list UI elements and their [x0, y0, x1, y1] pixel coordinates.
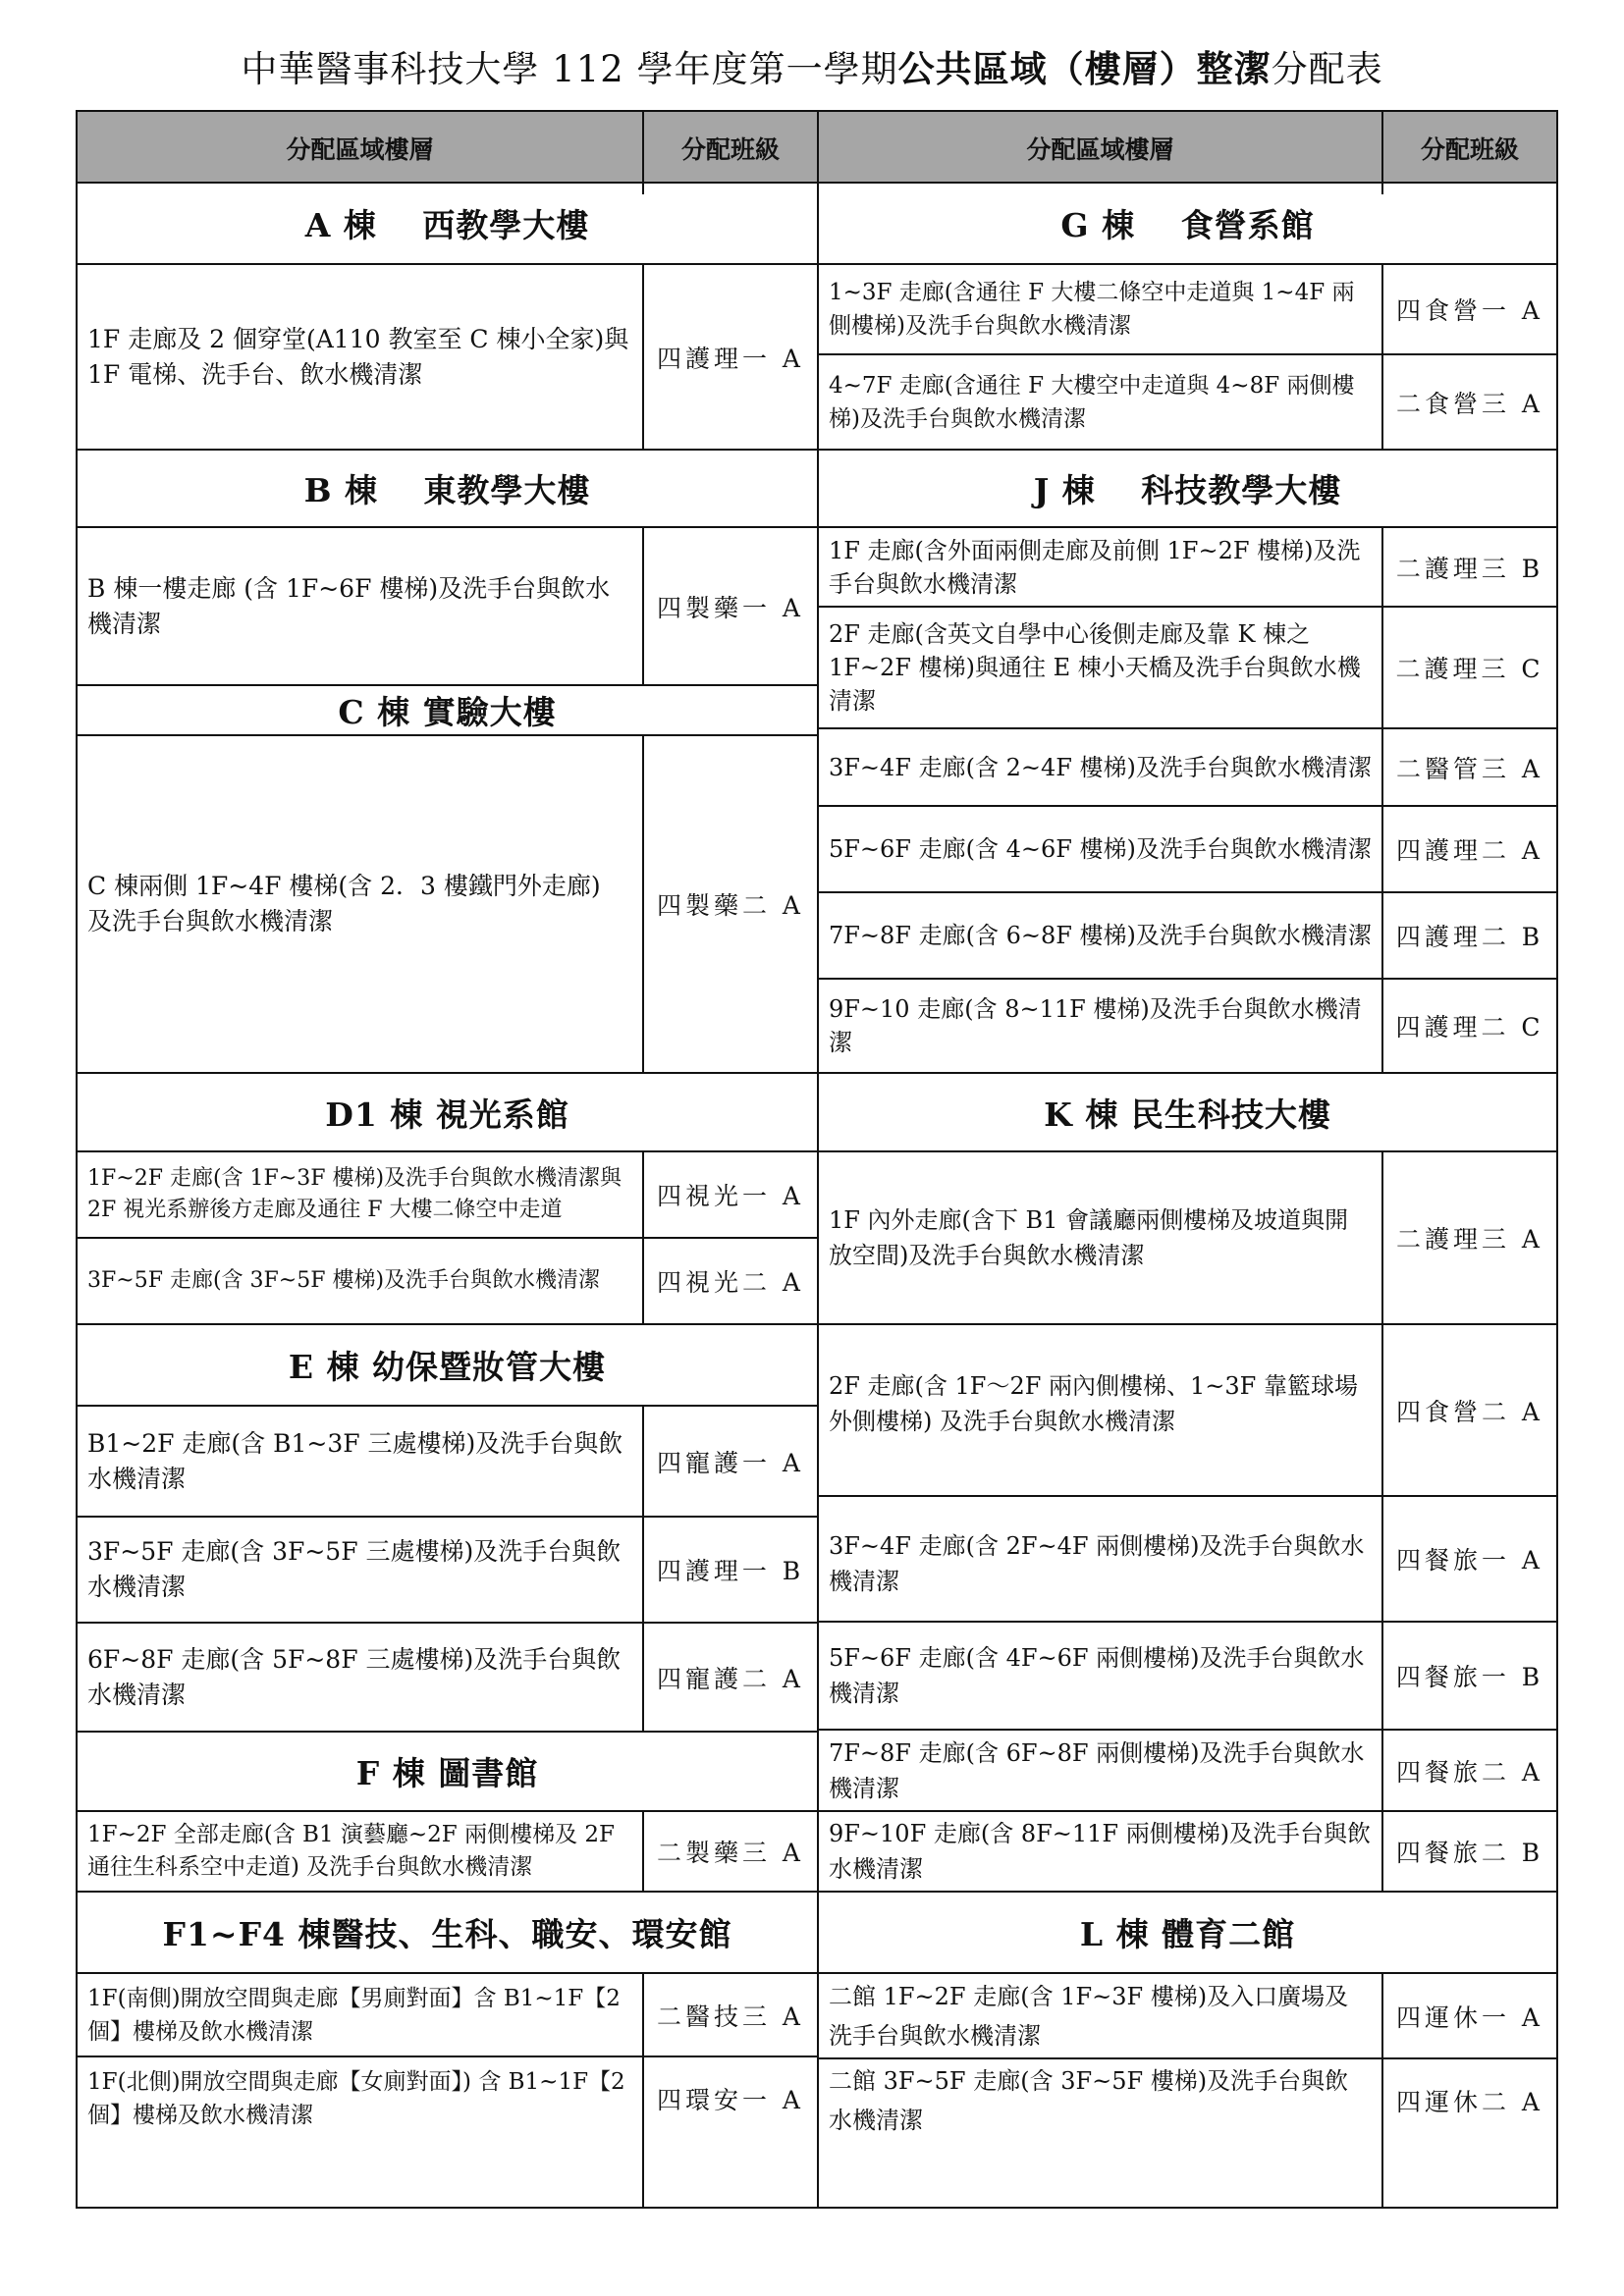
area-cell: 5F~6F 走廊(含 4~6F 樓梯)及洗手台與飲水機清潔	[829, 835, 1372, 863]
area-cell: 3F~5F 走廊(含 3F~5F 樓梯)及洗手台與飲水機清潔	[87, 1268, 601, 1293]
area-cell: 3F~5F 走廊(含 3F~5F 三處樓梯)及洗手台與飲水機清潔	[87, 1537, 622, 1601]
grid-line	[642, 1152, 644, 1323]
class-cell: 四運休二 A	[1395, 2088, 1543, 2116]
area-cell: 1F~2F 全部走廊(含 B1 演藝廳~2F 兩側樓梯及 2F 通往生科系空中走道) 及洗手台與飲水機清潔	[87, 1822, 615, 1880]
class-cell: 四餐旅一 A	[1395, 1546, 1543, 1575]
grid-line	[1381, 112, 1383, 194]
class-cell: 四餐旅一 B	[1395, 1663, 1544, 1691]
area-cell: 二館 1F~2F 走廊(含 1F~3F 樓梯)及入口廣場及洗手台與飲水機清潔	[829, 1982, 1349, 2050]
section-title-c: C 棟 實驗大樓	[338, 693, 557, 731]
header-right-class: 分配班級	[1420, 134, 1519, 164]
grid-line	[1381, 1152, 1383, 1891]
class-cell: 四寵護一 A	[656, 1448, 804, 1477]
class-cell: 四製藥一 A	[656, 593, 804, 622]
area-cell: 1F 走廊(含外面兩側走廊及前側 1F~2F 樓梯)及洗手台與飲水機清潔	[829, 536, 1361, 598]
class-cell: 四護理一 A	[656, 344, 804, 373]
class-cell: 二食營三 A	[1395, 389, 1543, 418]
page-title	[0, 37, 1624, 101]
grid-line	[1381, 1974, 1383, 2207]
title-part-bold: 公共區域（樓層）整潔	[897, 47, 1272, 90]
grid-line	[1381, 528, 1383, 1072]
section-title-a: A 棟 西教學大樓	[304, 206, 590, 244]
area-cell: 1F(南側)開放空間與走廊【男廁對面】含 B1~1F【2 個】樓梯及飲水機清潔	[87, 1985, 621, 2045]
grid-line	[642, 112, 644, 194]
area-cell: 二館 3F~5F 走廊(含 3F~5F 樓梯)及洗手台與飲水機清潔	[829, 2067, 1349, 2134]
section-title-j: J 棟 科技教學大樓	[1033, 471, 1342, 509]
area-cell: 1F 內外走廊(含下 B1 會議廳兩側樓梯及坡道與開放空間)及洗手台與飲水機清潔	[829, 1206, 1349, 1269]
class-cell: 四食營一 A	[1395, 296, 1543, 325]
area-cell: 9F~10F 走廊(含 8F~11F 兩側樓梯)及洗手台與飲水機清潔	[829, 1820, 1372, 1883]
class-cell: 四餐旅二 A	[1395, 1757, 1543, 1787]
area-cell: 7F~8F 走廊(含 6F~8F 兩側樓梯)及洗手台與飲水機清潔	[829, 1738, 1365, 1802]
section-title-b: B 棟 東教學大樓	[303, 471, 591, 509]
class-cell: 二製藥三 A	[656, 1839, 804, 1867]
title-part-2: 分配表	[1271, 48, 1383, 90]
area-cell: 6F~8F 走廊(含 5F~8F 三處樓梯)及洗手台與飲水機清潔	[87, 1644, 622, 1709]
grid-line	[642, 1974, 644, 2207]
class-cell: 四餐旅二 B	[1395, 1839, 1544, 1867]
area-cell: 4~7F 走廊(含通往 F 大樓空中走道與 4~8F 兩側樓梯)及洗手台與飲水機清潔	[829, 372, 1355, 432]
class-cell: 四環安一 A	[656, 2086, 804, 2114]
class-cell: 四運休一 A	[1395, 2002, 1543, 2032]
class-cell: 二護理三 A	[1395, 1225, 1543, 1254]
class-cell: 四寵護二 A	[656, 1664, 804, 1693]
class-cell: 四護理二 A	[1395, 836, 1543, 865]
title-part-1: 中華醫事科技大學 112 學年度第一學期	[241, 48, 898, 90]
class-cell: 二醫管三 A	[1395, 754, 1543, 783]
class-cell: 四食營二 A	[1395, 1397, 1543, 1426]
class-cell: 二護理三 B	[1395, 554, 1544, 583]
section-title-e: E 棟 幼保暨妝管大樓	[288, 1348, 607, 1386]
section-title-l: L 棟 體育二館	[1079, 1915, 1296, 1953]
area-cell: C 棟兩側 1F~4F 樓梯(含 2．3 樓鐵門外走廊) 及洗手台與飲水機清潔	[87, 872, 601, 935]
header-right-area: 分配區域樓層	[1026, 134, 1174, 164]
area-cell: B 棟一樓走廊 (含 1F~6F 樓梯)及洗手台與飲水機清潔	[87, 573, 611, 638]
section-title-g: G 棟 食營系館	[1060, 206, 1315, 244]
class-cell: 四護理一 B	[656, 1557, 805, 1585]
class-cell: 四視光一 A	[656, 1182, 804, 1210]
section-title-d1: D1 棟 視光系館	[325, 1095, 569, 1134]
area-cell: 1~3F 走廊(含通往 F 大樓二條空中走道與 1~4F 兩側樓梯)及洗手台與飲水機清潔	[829, 280, 1355, 339]
header-left-class: 分配班級	[680, 134, 780, 164]
class-cell: 四護理二 C	[1395, 1013, 1544, 1041]
section-title-f1f4: F1~F4 棟醫技、生科、職安、環安館	[162, 1915, 732, 1953]
section-title-k: K 棟 民生科技大樓	[1044, 1095, 1331, 1134]
area-cell: B1~2F 走廊(含 B1~3F 三處樓梯)及洗手台與飲水機清潔	[87, 1428, 623, 1493]
area-cell: 1F(北側)開放空間與走廊【女廁對面】) 含 B1~1F【2 個】樓梯及飲水機清潔	[87, 2069, 625, 2128]
area-cell: 9F~10 走廊(含 8~11F 樓梯)及洗手台與飲水機清潔	[829, 995, 1362, 1056]
area-cell: 1F~2F 走廊(含 1F~3F 樓梯)及洗手台與飲水機清潔與 2F 視光系辦後方走廊及通往 F 大樓二條空中走道	[87, 1166, 623, 1222]
class-cell: 二醫技三 A	[656, 2002, 804, 2031]
allocation-table	[76, 110, 1558, 2209]
grid-line	[1381, 265, 1383, 449]
area-cell: 2F 走廊(含 1F～2F 兩內側樓梯、1~3F 靠籃球場外側樓梯) 及洗手台與飲水機清潔	[829, 1372, 1358, 1435]
section-title-f: F 棟 圖書館	[355, 1754, 539, 1792]
area-cell: 7F~8F 走廊(含 6~8F 樓梯)及洗手台與飲水機清潔	[829, 922, 1372, 949]
area-cell: 2F 走廊(含英文自學中心後側走廊及靠 K 棟之 1F~2F 樓梯)與通往 E 棟小天橋及洗手台與飲水機清潔	[829, 620, 1361, 715]
class-cell: 四護理二 B	[1395, 923, 1544, 951]
grid-line	[642, 1407, 644, 1731]
area-cell: 1F 走廊及 2 個穿堂(A110 教室至 C 棟小全家)與 1F 電梯、洗手台、飲水機清潔	[87, 324, 629, 389]
class-cell: 四製藥二 A	[656, 891, 804, 920]
area-cell: 3F~4F 走廊(含 2~4F 樓梯)及洗手台與飲水機清潔	[829, 753, 1372, 781]
area-cell: 3F~4F 走廊(含 2F~4F 兩側樓梯)及洗手台與飲水機清潔	[829, 1532, 1365, 1595]
class-cell: 二護理三 C	[1395, 655, 1544, 683]
class-cell: 四視光二 A	[656, 1268, 804, 1297]
header-left-area: 分配區域樓層	[286, 134, 434, 164]
area-cell: 5F~6F 走廊(含 4F~6F 兩側樓梯)及洗手台與飲水機清潔	[829, 1644, 1365, 1707]
